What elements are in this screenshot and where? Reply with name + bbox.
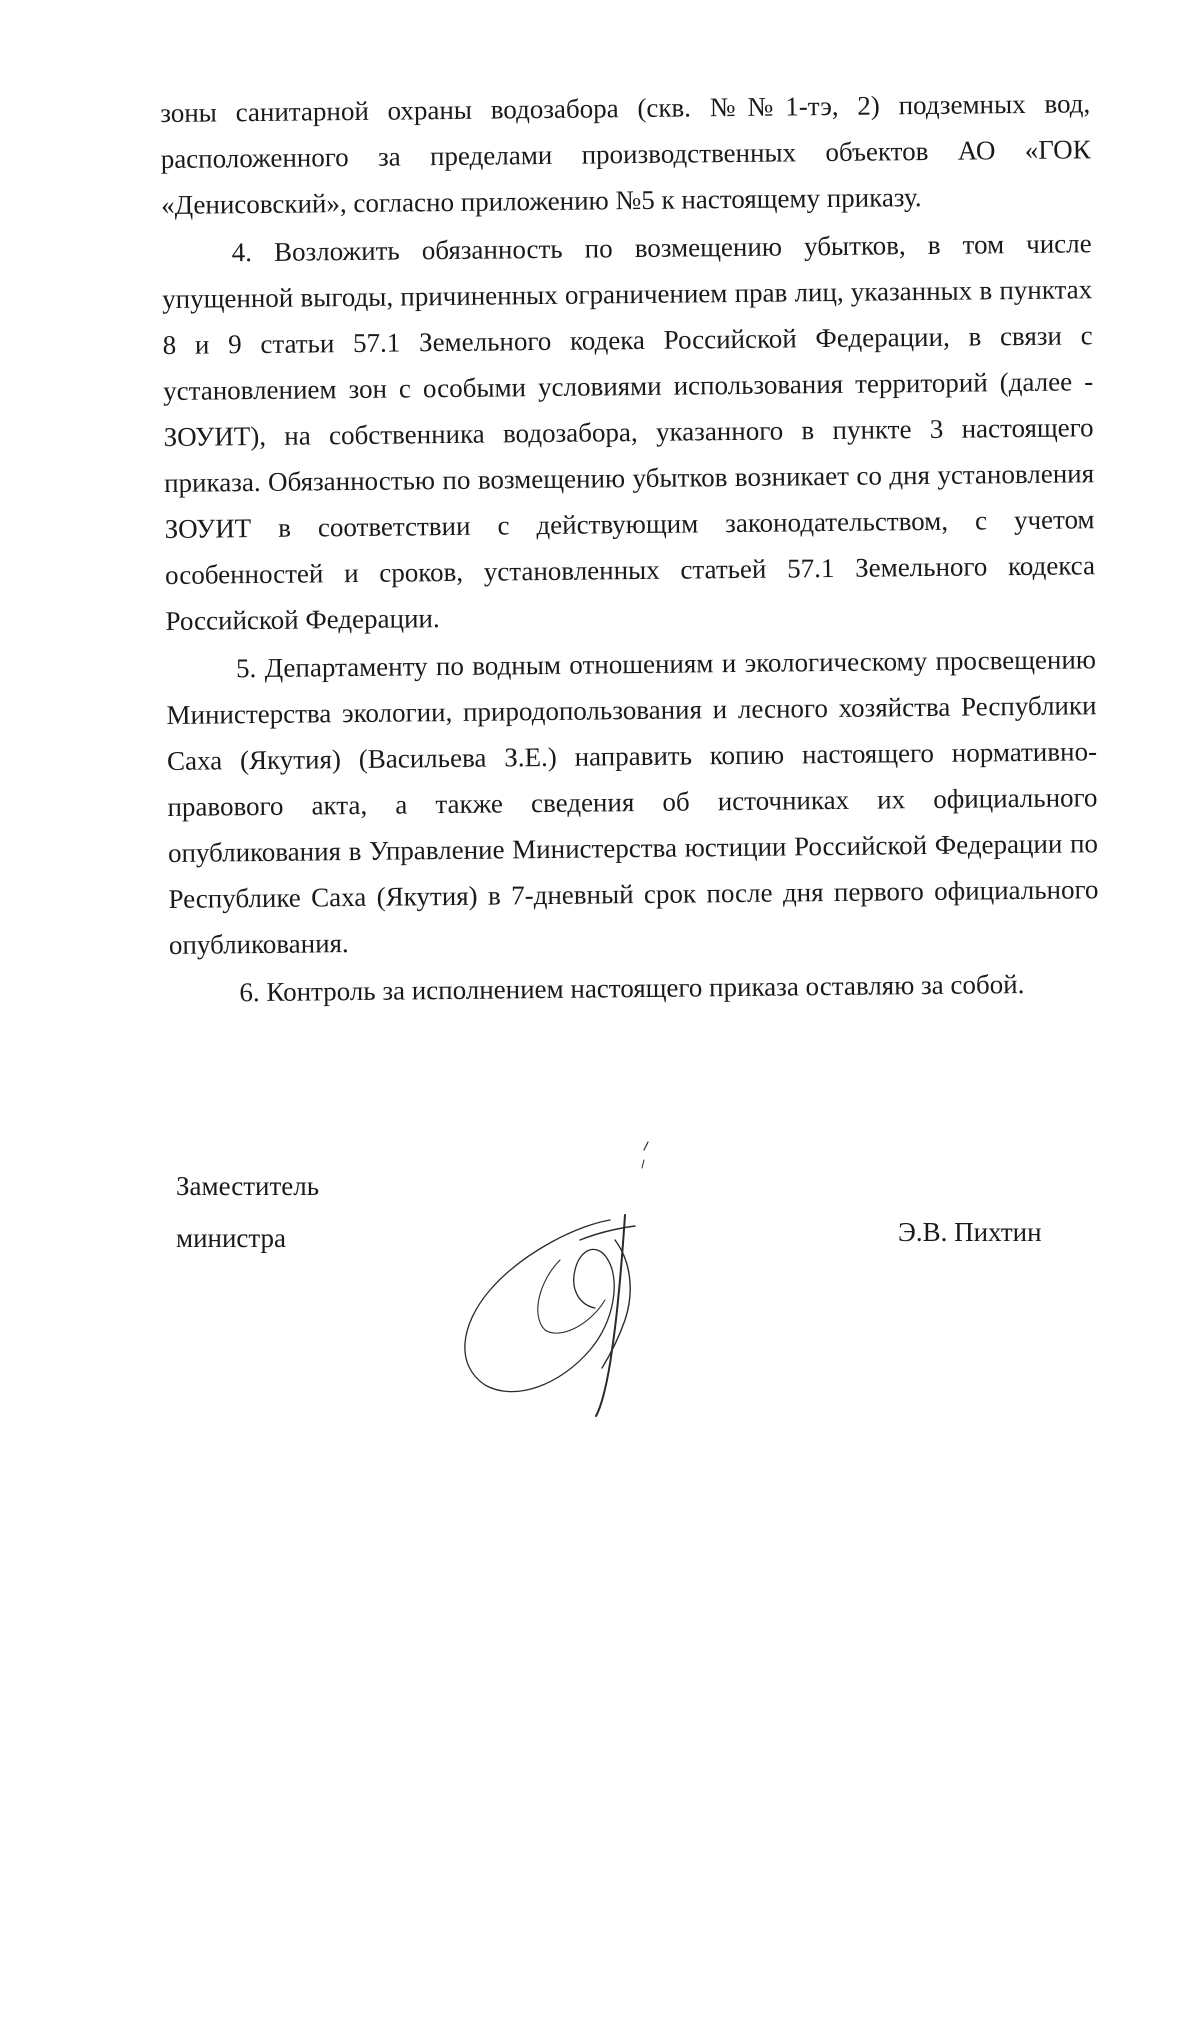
- signatory-title-line2: министра: [176, 1223, 287, 1253]
- signatory-name: Э.В. Пихтин: [898, 1217, 1042, 1247]
- handwritten-signature: [430, 1130, 670, 1420]
- paragraph-continuation: зоны санитарной охраны водозабора (скв. №№1-тэ, 2) подземных вод, расположенного за пределами производственных объектов АО «ГОК «Денисовский», согласно приложению №5 к настоящему приказу.: [160, 88, 1091, 220]
- paragraph-item-4: 4. Возложить обязанность по возмещению убытков, в том числе упущенной выгоды, причиненных ограничением прав лиц, указанных в пунктах 8 и 9 статьи 57.1 Земельного кодека Российской Федерации, в связи с установлением зон с особыми условиями использования территорий (далее - ЗОУИТ), на собственника водозабора, указанного в пункте 3 настоящего приказа. Обязанностью по возмещению убытков возникает со дня установления ЗОУИТ в соответствии с действующим законодательством, с учетом особенностей и сроков, установленных статьей 57.1 Земельного кодекса Российской Федерации.: [162, 228, 1096, 636]
- signatory-title-line1: Заместитель: [176, 1171, 320, 1201]
- paragraph-item-6: 6. Контроль за исполнением настоящего приказа оставляю за собой.: [239, 968, 1025, 1008]
- paragraph-item-5: 5. Департаменту по водным отношениям и экологическому просвещению Министерства экологии, природопользования и лесного хозяйства Республики Саха (Якутия) (Васильева З.Е.) направить копию настоящего нормативно-правового акта, а также сведения об источниках их официального опубликования в Управление Министерства юстиции Российской Федерации по Республике Саха (Якутия) в 7-дневный срок после дня первого официального опубликования.: [166, 644, 1099, 960]
